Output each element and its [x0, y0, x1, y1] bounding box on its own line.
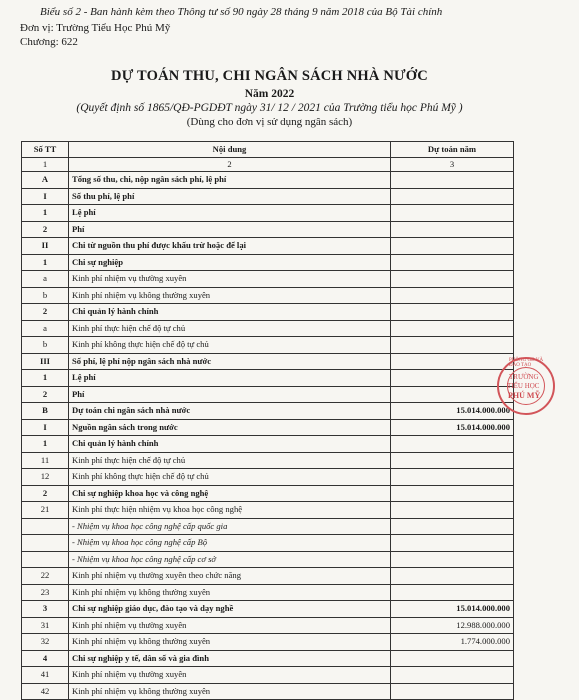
row-value: 15.014.000.000	[391, 601, 514, 618]
row-content: Kinh phí thực hiện chế độ tự chủ	[69, 452, 391, 469]
row-stt: 32	[22, 634, 69, 651]
table-row	[22, 650, 514, 667]
row-value	[391, 568, 514, 585]
row-stt: 41	[22, 667, 69, 684]
row-value	[391, 304, 514, 321]
row-value	[391, 452, 514, 469]
row-content: Số phí, lệ phí nộp ngân sách nhà nước	[69, 353, 391, 370]
row-content: Kinh phí nhiệm vụ thường xuyên	[69, 271, 391, 288]
row-content: Nguồn ngân sách trong nước	[69, 419, 391, 436]
table-header-row	[22, 142, 514, 158]
row-content: Chi sự nghiệp y tế, dân số và gia đình	[69, 650, 391, 667]
row-value	[391, 535, 514, 552]
row-stt	[22, 535, 69, 552]
row-content: - Nhiệm vụ khoa học công nghệ cấp cơ sở	[69, 551, 391, 568]
row-stt: III	[22, 353, 69, 370]
col-number: 3	[391, 158, 514, 172]
row-value	[391, 205, 514, 222]
row-stt: 2	[22, 221, 69, 238]
row-stt: 42	[22, 683, 69, 700]
row-stt: II	[22, 238, 69, 255]
row-value: 1.774.000.000	[391, 634, 514, 651]
row-content: Kinh phí nhiệm vụ không thường xuyên	[69, 584, 391, 601]
row-content: Phí	[69, 386, 391, 403]
table-row	[22, 254, 514, 271]
row-content: Tổng số thu, chi, nộp ngân sách phí, lệ phí	[69, 172, 391, 189]
row-value: 15.014.000.000	[391, 419, 514, 436]
row-value	[391, 287, 514, 304]
row-stt: 22	[22, 568, 69, 585]
row-content: Chi sự nghiệp khoa học và công nghệ	[69, 485, 391, 502]
row-stt	[22, 551, 69, 568]
row-stt: 1	[22, 370, 69, 387]
row-value	[391, 188, 514, 205]
table-row	[22, 221, 514, 238]
table-row	[22, 584, 514, 601]
row-content: Kinh phí thực hiện chế độ tự chủ	[69, 320, 391, 337]
table-row	[22, 205, 514, 222]
row-content: Lệ phí	[69, 205, 391, 222]
row-value	[391, 221, 514, 238]
table-row	[22, 353, 514, 370]
row-stt: b	[22, 337, 69, 354]
row-stt: I	[22, 188, 69, 205]
table-row	[22, 518, 514, 535]
row-stt: a	[22, 320, 69, 337]
table-row	[22, 683, 514, 700]
table-row	[22, 386, 514, 403]
row-content: Kinh phí không thực hiện chế độ tự chủ	[69, 337, 391, 354]
row-value	[391, 386, 514, 403]
table-row	[22, 419, 514, 436]
table-row	[22, 452, 514, 469]
row-value	[391, 370, 514, 387]
row-stt: 23	[22, 584, 69, 601]
table-row	[22, 304, 514, 321]
row-value	[391, 238, 514, 255]
row-value	[391, 518, 514, 535]
row-value	[391, 667, 514, 684]
red-seal-stamp	[497, 357, 555, 415]
table-row	[22, 436, 514, 453]
row-stt	[22, 518, 69, 535]
table-row	[22, 337, 514, 354]
row-content: Lệ phí	[69, 370, 391, 387]
row-value	[391, 683, 514, 700]
row-content: Kinh phí thực hiện nhiệm vụ khoa học công nghệ	[69, 502, 391, 519]
table-body	[22, 172, 514, 700]
row-stt: B	[22, 403, 69, 420]
row-value	[391, 436, 514, 453]
table-row	[22, 403, 514, 420]
row-stt: 31	[22, 617, 69, 634]
table-row	[22, 667, 514, 684]
row-stt: 1	[22, 254, 69, 271]
row-value	[391, 469, 514, 486]
col-header-content: Nội dung	[69, 142, 391, 158]
row-content: Chi sự nghiệp	[69, 254, 391, 271]
table-row	[22, 485, 514, 502]
row-content: Kinh phí nhiệm vụ thường xuyên theo chức năng	[69, 568, 391, 585]
row-stt: 2	[22, 485, 69, 502]
table-row	[22, 568, 514, 585]
table-row	[22, 287, 514, 304]
row-stt: A	[22, 172, 69, 189]
row-content: Kinh phí nhiệm vụ không thường xuyên	[69, 683, 391, 700]
row-value	[391, 353, 514, 370]
row-value	[391, 271, 514, 288]
table-row	[22, 271, 514, 288]
col-number: 1	[22, 158, 69, 172]
row-content: Chi sự nghiệp giáo dục, đào tạo và dạy nghề	[69, 601, 391, 618]
table-row	[22, 188, 514, 205]
row-value	[391, 650, 514, 667]
table-row	[22, 502, 514, 519]
row-value	[391, 337, 514, 354]
year: Năm 2022	[244, 88, 295, 100]
row-content: Chi từ nguồn thu phí được khấu trừ hoặc để lại	[69, 238, 391, 255]
col-header-value: Dự toán năm	[391, 142, 514, 158]
row-value: 15.014.000.000	[391, 403, 514, 420]
row-stt: 2	[22, 304, 69, 321]
row-value	[391, 172, 514, 189]
table-row	[22, 370, 514, 387]
row-stt: 4	[22, 650, 69, 667]
row-content: Kinh phí không thực hiện chế độ tự chủ	[69, 469, 391, 486]
row-content: - Nhiệm vụ khoa học công nghệ cấp Bộ	[69, 535, 391, 552]
row-stt: 11	[22, 452, 69, 469]
budget-table	[21, 141, 514, 700]
row-stt: a	[22, 271, 69, 288]
row-stt: 12	[22, 469, 69, 486]
row-value	[391, 254, 514, 271]
row-stt: 2	[22, 386, 69, 403]
row-value	[391, 485, 514, 502]
row-value	[391, 584, 514, 601]
table-row	[22, 634, 514, 651]
table-row	[22, 601, 514, 618]
table-row	[22, 535, 514, 552]
stamp-line-2: TIỂU HỌC	[507, 382, 540, 390]
row-content: Kinh phí nhiệm vụ thường xuyên	[69, 667, 391, 684]
page-title: DỰ TOÁN THU, CHI NGÂN SÁCH NHÀ NƯỚC	[111, 68, 428, 84]
decision-note: (Quyết định số 1865/QĐ-PGDĐT ngày 31/ 12 / 2021 của Trường tiểu học Phú Mỹ )	[76, 102, 463, 114]
col-number: 2	[69, 158, 391, 172]
column-number-row	[22, 158, 514, 172]
unit-name: Đơn vị: Trường Tiểu Học Phú Mỹ	[20, 22, 171, 34]
row-stt: I	[22, 419, 69, 436]
stamp-line-1: TRƯỜNG	[509, 373, 539, 381]
row-content: Chi quản lý hành chính	[69, 304, 391, 321]
row-value	[391, 320, 514, 337]
row-content: Số thu phí, lệ phí	[69, 188, 391, 205]
col-header-stt: Số TT	[22, 142, 69, 158]
table-row	[22, 172, 514, 189]
stamp-line-3: PHÚ MỸ	[508, 391, 541, 400]
table-row	[22, 469, 514, 486]
table-row	[22, 551, 514, 568]
row-content: Phí	[69, 221, 391, 238]
table-row	[22, 320, 514, 337]
form-note: Biểu số 2 - Ban hành kèm theo Thông tư số 90 ngày 28 tháng 9 năm 2018 của Bộ Tài chính	[40, 6, 443, 18]
row-stt: 21	[22, 502, 69, 519]
row-content: Kinh phí nhiệm vụ không thường xuyên	[69, 634, 391, 651]
row-stt: 3	[22, 601, 69, 618]
stamp-ring-text: PHÒNG GD VÀ ĐÀO TẠO	[509, 358, 544, 368]
table-row	[22, 617, 514, 634]
usage-note: (Dùng cho đơn vị sử dụng ngân sách)	[186, 116, 353, 128]
row-content: Kinh phí nhiệm vụ thường xuyên	[69, 617, 391, 634]
row-value: 12.988.000.000	[391, 617, 514, 634]
row-stt: 1	[22, 436, 69, 453]
row-content: Chi quản lý hành chính	[69, 436, 391, 453]
chapter: Chương: 622	[20, 36, 78, 48]
row-value	[391, 551, 514, 568]
row-stt: b	[22, 287, 69, 304]
row-content: Kinh phí nhiệm vụ không thường xuyên	[69, 287, 391, 304]
row-value	[391, 502, 514, 519]
row-content: - Nhiệm vụ khoa học công nghệ cấp quốc gia	[69, 518, 391, 535]
row-stt: 1	[22, 205, 69, 222]
row-content: Dự toán chi ngân sách nhà nước	[69, 403, 391, 420]
table-row	[22, 238, 514, 255]
